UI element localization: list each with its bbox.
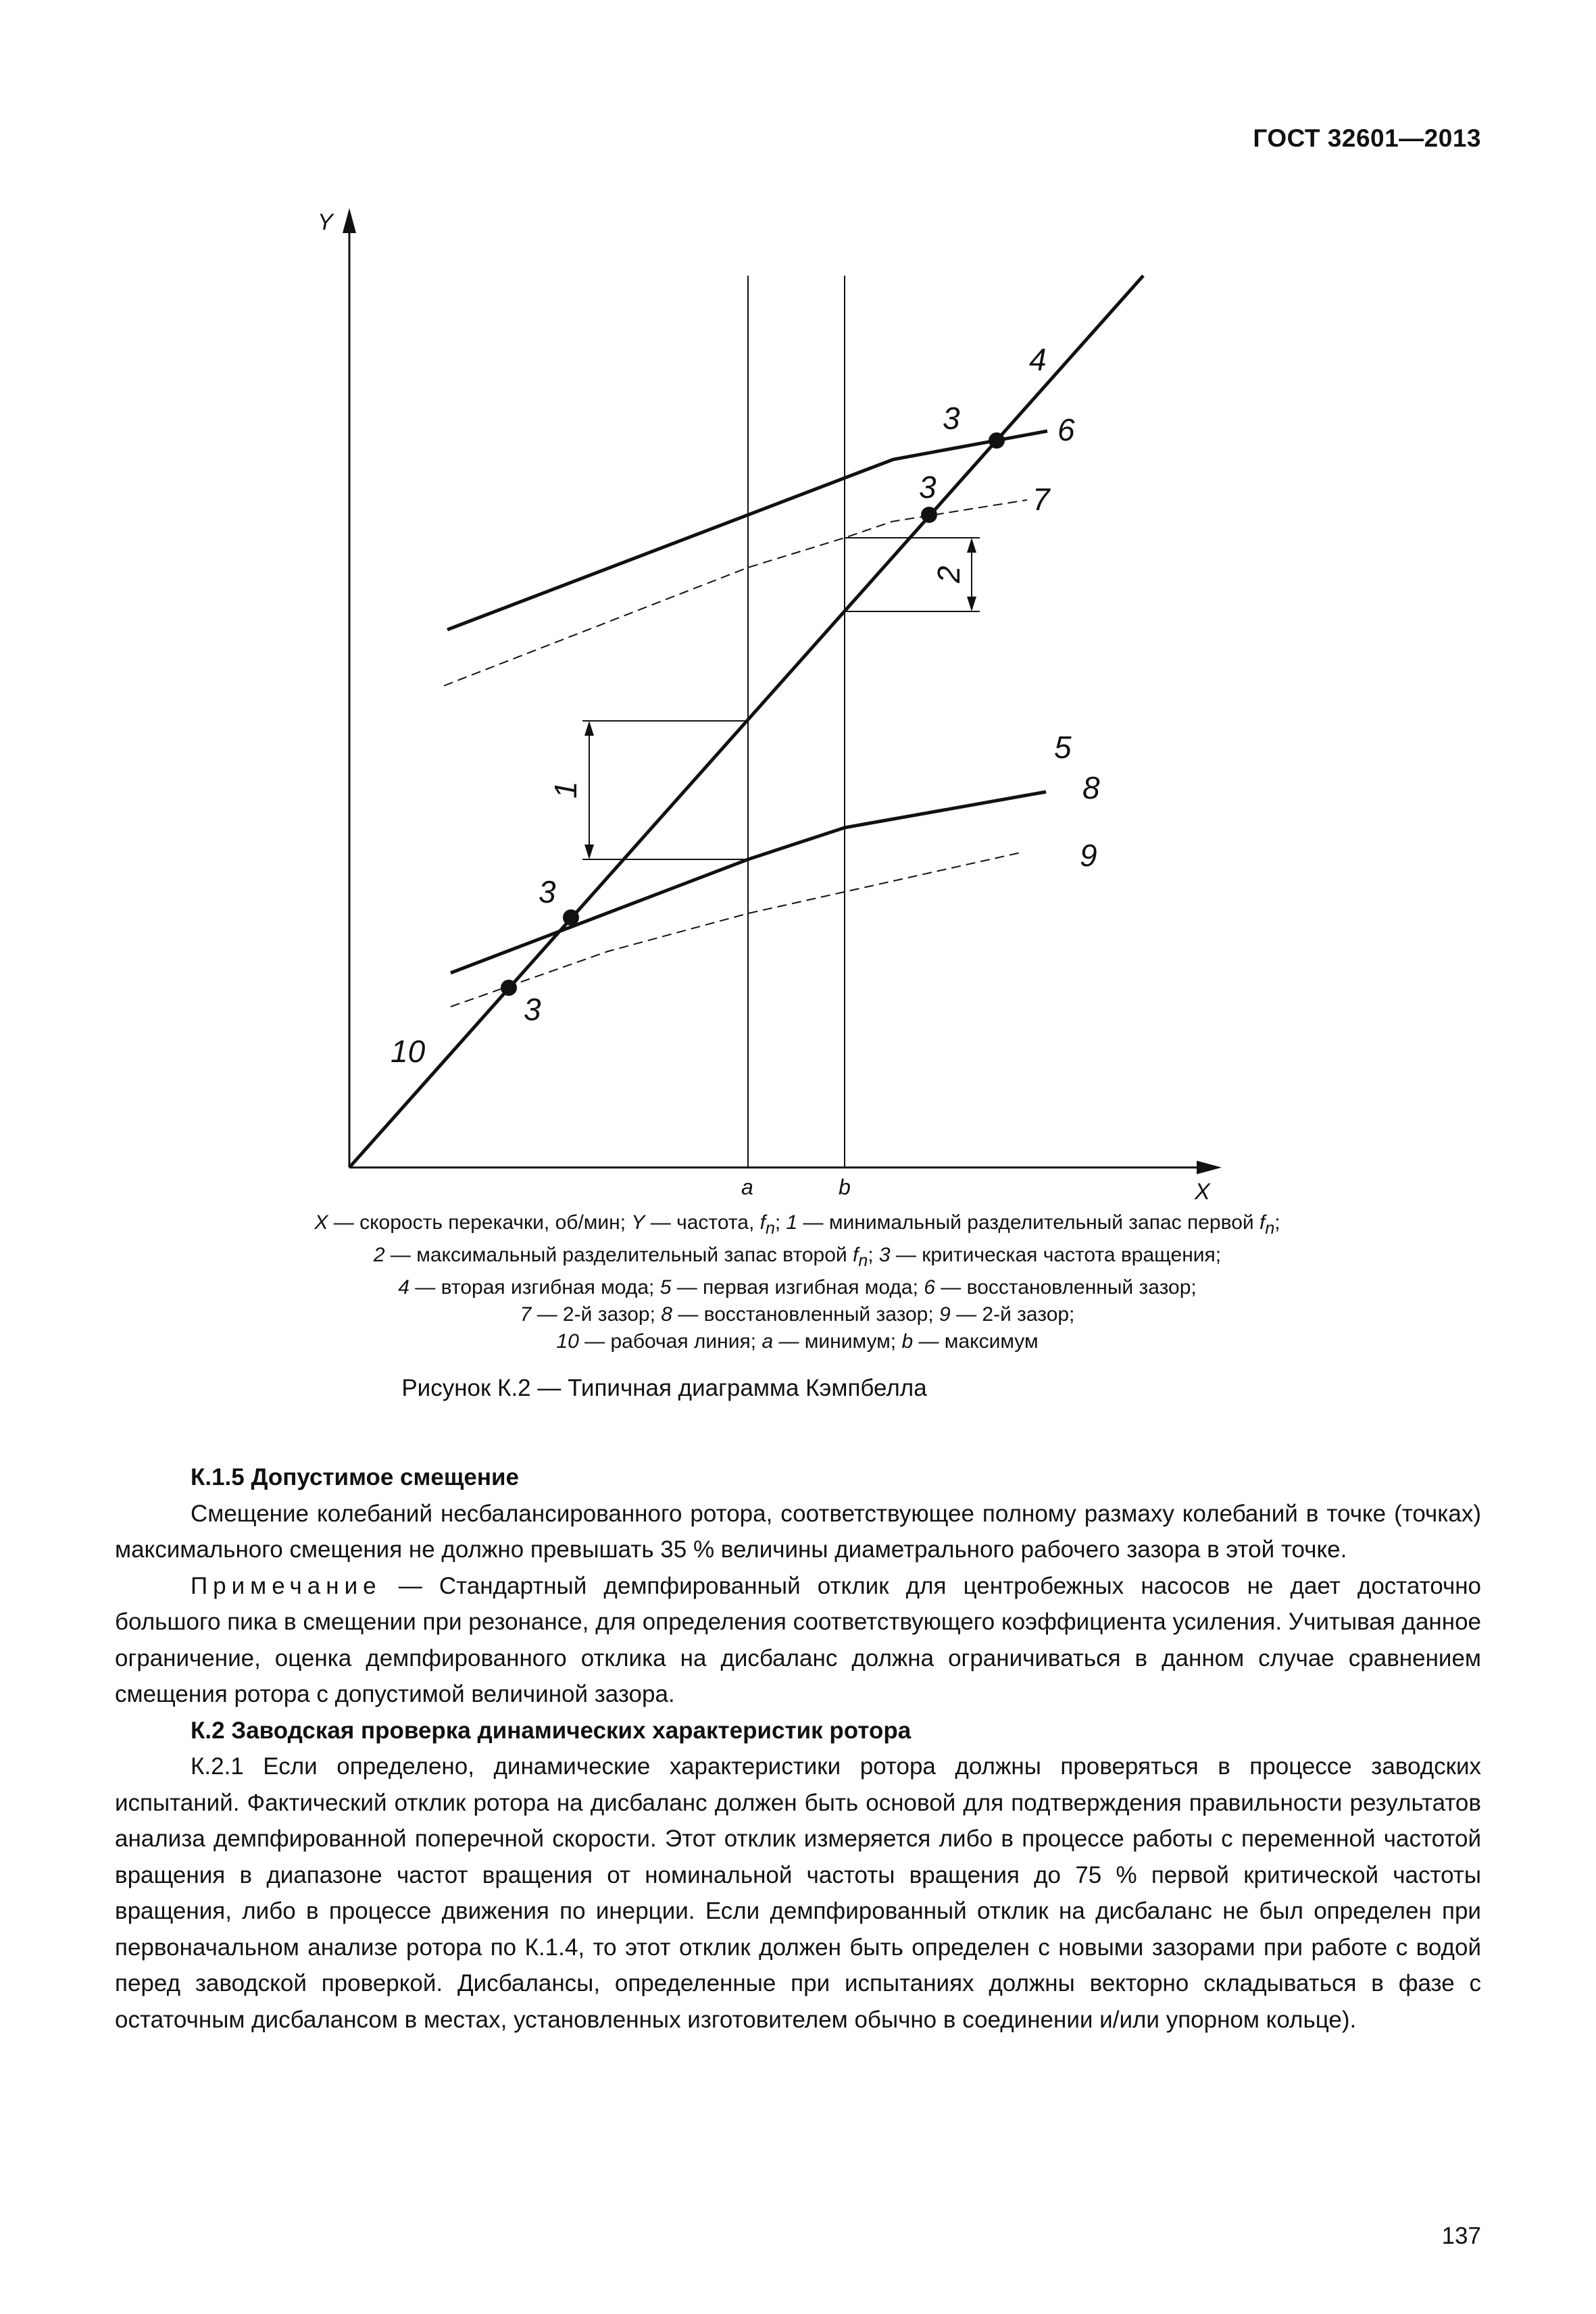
label-8: 8 <box>1082 770 1100 805</box>
section-heading: К.1.5 Допустимое смещение <box>191 1464 520 1490</box>
label-9: 9 <box>1080 838 1097 873</box>
legend-line-1: X — скорость перекачки, об/мин; Y — частота, $f_n$; 1 — минимальный разделительный запас первой $f_n$; <box>314 1211 1280 1238</box>
dim1-arrow-bottom <box>584 845 594 859</box>
label-3d: 3 <box>524 992 541 1027</box>
legend-line-2: 2 — максимальный разделительный запас второй $f_n$; 3 — критическая частота вращения; <box>373 1244 1222 1270</box>
curve-9 <box>451 853 1020 1007</box>
critical-point <box>989 432 1005 449</box>
legend-line-5: 10 — рабочая линия; a — минимум; b — максимум <box>556 1330 1039 1353</box>
critical-point <box>563 909 579 926</box>
label-7: 7 <box>1032 482 1050 517</box>
legend-line-3: 4 — вторая изгибная мода; 5 — первая изгибная мода; 6 — восстановленный зазор; <box>398 1276 1197 1299</box>
paragraph: К.2.1 Если определено, динамические характеристики ротора должны проверяться в процессе заводских испытаний. Фактический отклик ротора на дисбаланс должен быть основой для подтверждения правильности результатов анализа демпфированной поперечной скорости. Этот отклик измеряется либо в процессе работы с переменной частотой вращения в диапазоне частот вращения от номинальной частоты вращения до 75 % первой критической частоты вращения, либо в процессе движения по инерции. Если демпфированный отклик на дисбаланс не был определен при первоначальном анализе ротора по К.1.4, то этот отклик должен быть определен с новыми зазорами при работе с водой перед заводской проверкой. Дисбалансы, определенные при испытаниях должны векторно складываться в фазе с остаточным дисбалансом в местах, установленных изготовителем обычно в соединении и/или упорном кольце). <box>115 1753 1481 2033</box>
page-number: 137 <box>1441 2223 1481 2249</box>
label-1: 1 <box>548 781 583 799</box>
figure-caption: Рисунок К.2 — Типичная диаграмма Кэмпбелла <box>401 1375 927 1401</box>
body-text <box>115 1459 1481 2038</box>
note-paragraph <box>115 1568 1481 1713</box>
label-3a: 3 <box>943 401 960 436</box>
label-5: 5 <box>1054 730 1072 765</box>
critical-point <box>501 980 517 996</box>
curve-7 <box>444 500 1027 686</box>
label-2: 2 <box>931 565 966 583</box>
y-axis-arrow <box>343 208 356 233</box>
axis-x-label: X <box>1195 1179 1210 1205</box>
figure-legend <box>169 1209 1426 1355</box>
label-3b: 3 <box>919 470 937 505</box>
marker-a-label: a <box>741 1175 753 1199</box>
label-6: 6 <box>1057 412 1075 447</box>
marker-b-label: b <box>839 1175 851 1199</box>
note-label: Примечание <box>191 1572 382 1599</box>
axis-y-label: Y <box>318 209 333 235</box>
label-3c: 3 <box>539 874 556 909</box>
dim2-arrow-bottom <box>967 597 976 611</box>
section-heading: К.2 Заводская проверка динамических характеристик ротора <box>191 1717 912 1744</box>
label-4: 4 <box>1029 342 1047 377</box>
x-axis-arrow <box>1197 1161 1222 1174</box>
legend-line-4: 7 — 2-й зазор; 8 — восстановленный зазор; 9 — 2-й зазор; <box>520 1303 1075 1326</box>
dim2-arrow-top <box>967 538 976 553</box>
label-10: 10 <box>391 1034 426 1069</box>
note-text: — Стандартный демпфированный отклик для центробежных насосов не дает достаточно большого пика в смещении при резонансе, для определения соответствующего коэффициента усиления. Учитывая данное ограничение, оценка демпфированного отклика на дисбаланс должна ограничиваться в данном случае сравнением смещения ротора с допустимой величиной зазора. <box>115 1572 1481 1707</box>
dim1-arrow-top <box>584 721 594 736</box>
document-header: ГОСТ 32601—2013 <box>1253 124 1481 152</box>
critical-point <box>921 507 937 523</box>
paragraph: Смещение колебаний несбалансированного ротора, соответствующее полному размаху колебаний в точке (точках) максимального смещения не должно превышать 35 % величины диаметрального рабочего зазора в этой точке. <box>115 1500 1481 1563</box>
